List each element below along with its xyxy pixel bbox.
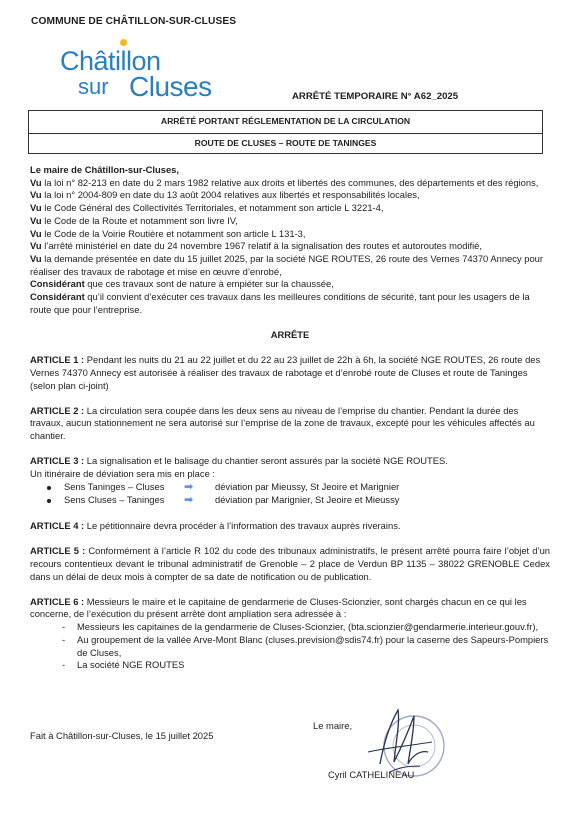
article-1: ARTICLE 1 : Pendant les nuits du 21 au 22 juillet et du 22 au 23 juillet de 22h à 6h, la société NGE ROUTES, 26 route des Vernes 74370 Annecy est autorisée à réaliser des travaux de rabotage et d’enrobé route de Cluses et route de Taninges (selon plan ci-joint): [30, 354, 541, 391]
recipient-item: - Au groupement de la vallée Arve-Mont Blanc (cluses.prevision@sdis74.fr) pour la caserne des Sapeurs-Pompiers de Cluses,: [62, 633, 549, 658]
recipient-item: - La société NGE ROUTES: [62, 659, 185, 671]
vu-clause: Vu la loi n° 82-213 en date du 2 mars 1982 relative aux droits et libertés des communes, des départements et des régions,: [30, 176, 539, 188]
vu-clause: Vu la demande présentée en date du 15 juillet 2025, par la société NGE ROUTES, 26 route des Vernes 74370 Annecy pour réaliser des travaux de rabotage et mise en œuvre d’enrobé,: [30, 252, 544, 277]
recipient-item: - Messieurs les capitaines de la gendarmerie de Cluses-Scionzier, (bta.scionzier@gendarmerie.interieur.gouv.fr),: [62, 621, 539, 633]
vu-clause: Vu le Code de la Route et notamment son livre IV,: [30, 214, 238, 226]
article-3-deviation-intro: Un itinéraire de déviation sera mis en place :: [30, 468, 215, 480]
town-logo: [58, 46, 212, 106]
deviation-item: [30, 481, 550, 495]
deviation-direction: Sens Taninges – Cluses: [64, 480, 165, 492]
considerant-clause: Considérant qu’il convient d’exécuter ces travaux dans les meilleures conditions de sécurité, tant pour les usagers de la route que pour l’entreprise.: [30, 291, 530, 315]
logo-text-cluses: Cluses: [129, 71, 212, 102]
title-box: [28, 110, 543, 154]
arrow-right-icon: ➡: [184, 480, 194, 493]
vu-clause: Vu l’arrêté ministériel en date du 24 novembre 1967 relatif à la signalisation des routes et autoroutes modifié,: [30, 240, 482, 252]
vu-clause: Vu la loi n° 2004-809 en date du 13 août 2004 relatives aux libertés et responsabilités locales,: [30, 189, 420, 201]
logo-text-line1: Châtillon: [60, 46, 161, 76]
mayor-label: Le maire,: [313, 720, 353, 731]
deviation-direction: Sens Cluses – Taninges: [64, 494, 165, 506]
deviation-item: [30, 494, 550, 508]
title-line-1: ARRÊTÉ PORTANT RÉGLEMENTATION DE LA CIRCULATION: [160, 116, 411, 126]
arrow-right-icon: ➡: [184, 494, 194, 507]
article-3: ARTICLE 3 : La signalisation et le balisage du chantier seront assurés par la société NGE ROUTES.: [30, 455, 448, 467]
considerant-clause: Considérant que ces travaux sont de nature à empiéter sur la chaussée,: [30, 278, 334, 290]
article-2: ARTICLE 2 : La circulation sera coupée dans les deux sens au niveau de l’emprise du chantier. Pendant la durée des travaux, aucun stationnement ne sera autorisé sur l’emprise de la zone de travaux, excepté pour les véhicules affectés au chantier.: [30, 404, 535, 442]
signatory-name: Cyril CATHELINEAU: [328, 769, 415, 780]
vu-clause: Vu le Code Général des Collectivités Territoriales, et notamment son article L 3221-4,: [30, 202, 384, 214]
preamble-intro: Le maire de Châtillon-sur-Cluses,: [30, 164, 179, 175]
article-4: ARTICLE 4 : Le pétitionnaire devra procéder à l’information des travaux auprès riverains.: [30, 519, 401, 531]
arrete-number: ARRÊTÉ TEMPORAIRE N° A62_2025: [292, 91, 459, 102]
bullet-icon: [47, 486, 51, 490]
title-divider: [29, 133, 542, 134]
place-date: Fait à Châtillon-sur-Cluses, le 15 juillet 2025: [30, 730, 214, 741]
logo-accent-dot: [120, 39, 127, 46]
deviation-route: déviation par Mieussy, St Jeoire et Marignier: [215, 480, 400, 492]
logo-text-sur: sur: [78, 74, 109, 99]
arrete-heading: ARRÊTE: [270, 328, 310, 340]
vu-clause: Vu le Code de la Voirie Routière et notamment son article L 131-3,: [30, 227, 306, 239]
commune-name: COMMUNE DE CHÂTILLON-SUR-CLUSES: [31, 16, 237, 27]
deviation-route: déviation par Marignier, St Jeoire et Mieussy: [215, 494, 400, 506]
article-6: ARTICLE 6 : Messieurs le maire et le capitaine de gendarmerie de Cluses-Scionzier, sont chargés chacun en ce qui les concerne, de l’exécution du présent arrêté dont ampliation sera adressée à :: [30, 595, 527, 620]
title-line-2: ROUTE DE CLUSES – ROUTE DE TANINGES: [194, 138, 377, 148]
article-5: ARTICLE 5 : Conformément à l’article R 102 du code des tribunaux administratifs, le présent arrêté pourra faire l’objet d’un recours contentieux devant le tribunal administratif de Grenoble – 2 place de Verdun BP 1135 – 38022 GRENOBLE Cedex dans un délai de deux mois à compter de sa date de notification ou de publication.: [30, 545, 551, 582]
document-body: [30, 164, 550, 672]
bullet-icon: [47, 499, 51, 503]
